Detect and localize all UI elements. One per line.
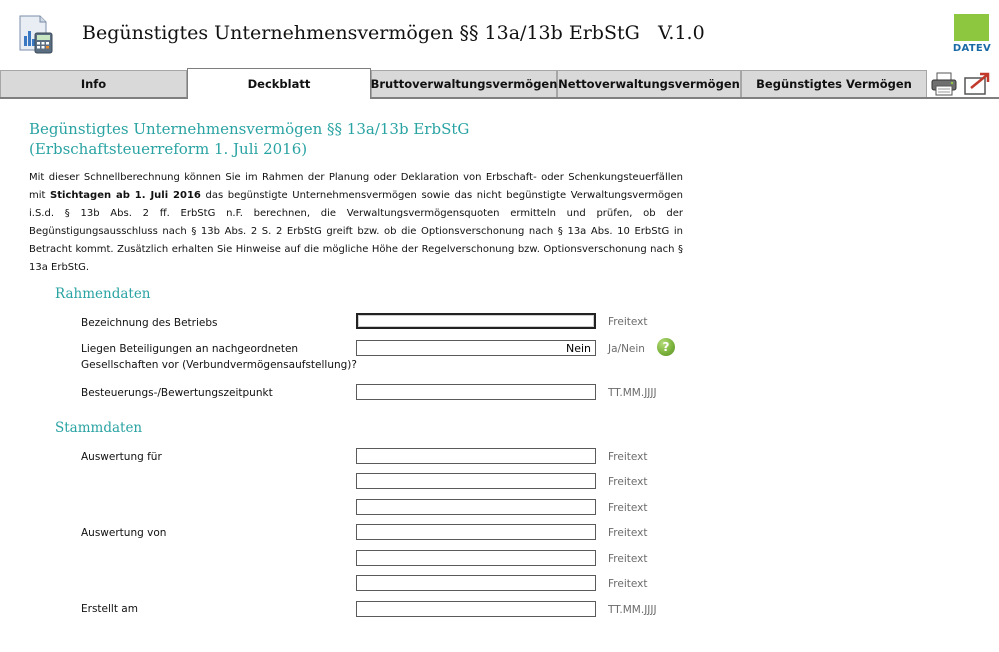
tab-deckblatt[interactable]: Deckblatt	[187, 68, 371, 99]
section-title-rahmendaten: Rahmendaten	[55, 286, 151, 302]
label-besteuerungszeitpunkt: Besteuerungs-/Bewertungszeitpunkt	[81, 387, 273, 399]
label-beteiligungen-line2: Gesellschaften vor (Verbundvermögensaufstellung)?	[81, 359, 357, 371]
input-auswertung-fuer-1[interactable]	[356, 448, 596, 464]
input-auswertung-von-3[interactable]	[356, 575, 596, 591]
printer-icon[interactable]	[930, 72, 958, 96]
label-beteiligungen-line1: Liegen Beteiligungen an nachgeordneten	[81, 343, 299, 355]
page-title-line1: Begünstigtes Unternehmensvermögen §§ 13a/13b ErbStG	[29, 120, 470, 138]
hint-auswertung-fuer-3: Freitext	[608, 502, 648, 514]
tab-beguenstigtes-vermoegen[interactable]: Begünstigtes Vermögen	[741, 70, 927, 97]
intro-text	[29, 169, 683, 277]
input-besteuerungszeitpunkt[interactable]	[356, 384, 596, 400]
datev-logo-square	[954, 14, 989, 41]
hint-auswertung-von-1: Freitext	[608, 527, 648, 539]
label-bezeichnung-betrieb: Bezeichnung des Betriebs	[81, 317, 218, 329]
intro-text-bold: Stichtagen ab 1. Juli 2016	[50, 190, 201, 201]
calculator-document-icon	[16, 14, 56, 54]
hint-auswertung-fuer-2: Freitext	[608, 476, 648, 488]
input-bezeichnung-betrieb[interactable]	[356, 313, 596, 329]
section-title-stammdaten: Stammdaten	[55, 420, 143, 436]
label-beteiligungen	[81, 341, 357, 373]
app-header	[0, 0, 999, 68]
page-title	[29, 119, 469, 159]
input-erstellt-am[interactable]	[356, 601, 596, 617]
intro-text-part2: das begünstigte Unternehmensvermögen sowie das nicht begünstigte Verwaltungsvermögen i.S.d. § 13b Abs. 2 ff. ErbStG n.F. berechnen, die Verwaltungsvermögensquoten ermitteln und prüfen, ob der Begünstigungsausschluss nach § 13b Abs. 2 S. 2 ErbStG greift bzw. ob die Optionsverschonung nach § 13a Abs. 10 ErbStG in Betracht kommt. Zusätzlich erhalten Sie Hinweise auf die mögliche Höhe der Regelverschonung bzw. Optionsverschonung nach § 13a ErbStG.	[29, 190, 683, 273]
help-icon[interactable]: ?	[657, 338, 675, 356]
version-label: V.1.0	[658, 22, 705, 44]
page-title-line2: (Erbschaftsteuerreform 1. Juli 2016)	[29, 140, 308, 158]
tab-info[interactable]: Info	[0, 70, 187, 97]
input-auswertung-fuer-2[interactable]	[356, 473, 596, 489]
input-auswertung-von-2[interactable]	[356, 550, 596, 566]
hint-besteuerungszeitpunkt: TT.MM.JJJJ	[608, 387, 657, 399]
hint-beteiligungen: Ja/Nein	[608, 343, 645, 355]
tab-bar	[0, 68, 999, 99]
input-beteiligungen[interactable]	[356, 340, 596, 356]
export-icon[interactable]	[963, 72, 991, 96]
intro-text-part1: Mit dieser Schnellberechnung können Sie im Rahmen der Planung oder Deklaration von Erbschaft- oder Schenkungsteuerfällen mit	[29, 172, 683, 201]
hint-auswertung-von-2: Freitext	[608, 553, 648, 565]
label-auswertung-von: Auswertung von	[81, 527, 167, 539]
label-erstellt-am: Erstellt am	[81, 603, 138, 615]
label-auswertung-fuer: Auswertung für	[81, 451, 162, 463]
datev-logo	[952, 14, 992, 54]
datev-logo-text: DATEV	[952, 43, 992, 54]
input-auswertung-fuer-3[interactable]	[356, 499, 596, 515]
hint-auswertung-von-3: Freitext	[608, 578, 648, 590]
hint-bezeichnung-betrieb: Freitext	[608, 316, 648, 328]
input-auswertung-von-1[interactable]	[356, 524, 596, 540]
app-title: Begünstigtes Unternehmensvermögen §§ 13a/13b ErbStG	[82, 22, 640, 44]
tab-bruttoverwaltungsvermoegen[interactable]: Bruttoverwaltungsvermögen	[371, 70, 557, 97]
tab-nettoverwaltungsvermoegen[interactable]: Nettoverwaltungsvermögen	[557, 70, 741, 97]
hint-erstellt-am: TT.MM.JJJJ	[608, 604, 657, 616]
hint-auswertung-fuer-1: Freitext	[608, 451, 648, 463]
deckblatt-content	[0, 99, 999, 652]
